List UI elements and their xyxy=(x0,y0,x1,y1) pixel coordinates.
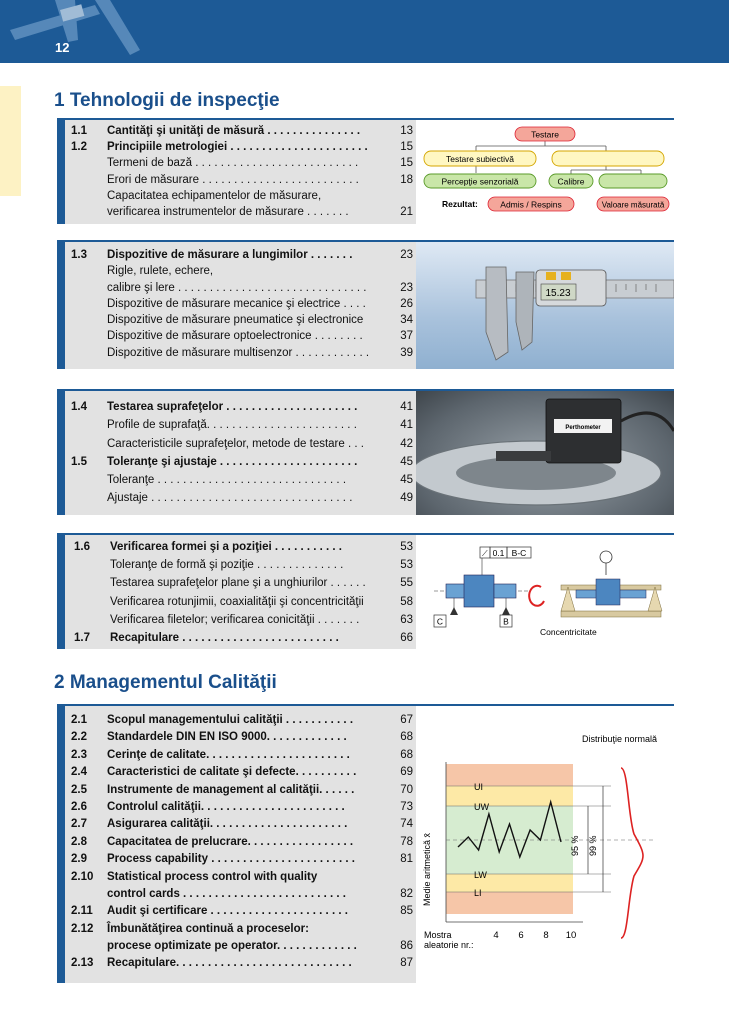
y-axis-label: Medie aritmetică x̄ xyxy=(422,832,432,906)
toc-entry-number: 2.8 xyxy=(71,835,87,848)
toc-entry-number: 2.4 xyxy=(71,766,87,779)
panel-accent xyxy=(57,706,65,983)
toc-entry-title: Recapitulare . . . . . . . . . . . . . . . . . . . . . . . . . xyxy=(110,631,339,644)
toc-entry[interactable] xyxy=(71,204,413,220)
x-tick-label: 8 xyxy=(543,930,549,941)
datum-c: C xyxy=(436,616,444,627)
device-label: Perthometer xyxy=(565,425,601,431)
tolerance-diagram xyxy=(416,535,674,649)
toc-entry-title: Îmbunătăţirea continuă a proceselor: xyxy=(107,922,309,935)
toc-entry[interactable] xyxy=(71,490,413,508)
toc-entry[interactable] xyxy=(74,594,413,612)
toc-entry-title: Instrumente de management al calităţii. . . . . . xyxy=(107,783,355,796)
toc-entry[interactable] xyxy=(71,782,413,799)
toc-entry[interactable] xyxy=(71,296,413,312)
toc-panel-5 xyxy=(57,704,674,983)
toc-entry-title: Dispozitive de măsurare multisenzor . . . . . . . . . . . . xyxy=(107,346,370,359)
toc-entry-title: Testarea suprafeţelor plane şi a unghiurilor . . . . . . xyxy=(110,577,366,590)
toc-entry-page: 55 xyxy=(400,577,413,590)
toc-entry-page: 41 xyxy=(400,401,413,413)
toc-entry-title: Standardele DIN EN ISO 9000. . . . . . . . . . . . . xyxy=(107,731,347,744)
toc-entry[interactable] xyxy=(71,747,413,764)
toc-entry-title: Dispozitive de măsurare pneumatice şi electronice xyxy=(107,314,364,327)
toc-entry-title: Dispozitive de măsurare mecanice şi electrice . . . . xyxy=(107,297,366,310)
toc-entry-page: 23 xyxy=(400,249,413,261)
panel-accent xyxy=(57,391,65,515)
toc-entry-number: 1.2 xyxy=(71,141,87,154)
diagram-mid2-label: Calibre xyxy=(557,176,585,187)
diagram-left-label: Testare subiectivă xyxy=(445,154,515,164)
toc-entry[interactable] xyxy=(74,575,413,593)
toc-list-1 xyxy=(71,123,413,220)
toc-entry-number: 2.7 xyxy=(71,818,87,831)
toc-entry-page: 68 xyxy=(400,731,413,744)
page-number: 12 xyxy=(55,40,70,55)
toc-entry-page: 86 xyxy=(400,940,413,953)
toc-entry-page: 68 xyxy=(400,748,413,761)
toc-entry-number: 2.13 xyxy=(71,957,94,970)
toc-entry-title: Process capability . . . . . . . . . . . . . . . . . . . . . . . xyxy=(107,853,355,866)
toc-entry-page: 53 xyxy=(400,541,413,553)
label-95: 95 % xyxy=(570,835,580,856)
x-label-2: aleatorie nr.: xyxy=(424,940,474,950)
normal-distribution-curve xyxy=(621,768,643,938)
toc-entry-page: 21 xyxy=(400,205,413,218)
toc-entry[interactable] xyxy=(71,247,413,263)
toc-panel-4 xyxy=(57,533,674,649)
toc-entry-title: Cantităţi şi unităţi de măsură . . . . . . . . . . . . . . . xyxy=(107,125,361,137)
toc-entry-number: 2.11 xyxy=(71,905,93,918)
chapter-1-title: 1 Tehnologii de inspecţie xyxy=(54,90,280,111)
toc-entry[interactable] xyxy=(71,399,413,417)
toc-entry-page: 66 xyxy=(400,631,413,644)
toc-entry[interactable] xyxy=(71,454,413,472)
toc-entry-page: 18 xyxy=(400,173,413,186)
toc-entry-number: 1.6 xyxy=(74,541,90,553)
toc-entry-number: 2.5 xyxy=(71,783,87,796)
toc-entry[interactable] xyxy=(71,903,413,920)
control-chart xyxy=(416,706,674,983)
toc-entry-page: 34 xyxy=(400,314,413,327)
toc-entry-title: Ajustaje . . . . . . . . . . . . . . . . . . . . . . . . . . . . . . . . xyxy=(107,492,353,505)
distribution-label: Distribuţie normală xyxy=(582,734,658,744)
toc-entry[interactable] xyxy=(74,557,413,575)
toc-entry-number: 2.12 xyxy=(71,922,94,935)
svg-text:⟋: ⟋ xyxy=(482,549,488,558)
toc-entry-page: 63 xyxy=(400,613,413,626)
toc-entry-title: Asigurarea calităţii. . . . . . . . . . . . . . . . . . . . . . xyxy=(107,818,348,831)
toc-entry[interactable] xyxy=(71,155,413,171)
toc-entry-title: Verificarea rotunjimii, coaxialităţii şi concentricităţii xyxy=(110,595,364,608)
toc-entry-page: 26 xyxy=(400,297,413,310)
toc-entry-page: 23 xyxy=(400,281,413,294)
toc-entry[interactable] xyxy=(71,188,413,204)
toc-entry-page: 45 xyxy=(400,474,413,487)
toc-entry-page: 15 xyxy=(400,141,413,154)
toc-entry-page: 82 xyxy=(400,887,413,900)
toc-entry-title: Controlul calităţii. . . . . . . . . . . . . . . . . . . . . . . xyxy=(107,800,345,813)
panel-accent xyxy=(57,242,65,369)
side-tab xyxy=(0,86,21,196)
toc-entry-title: Principiile metrologiei . . . . . . . . . . . . . . . . . . . . . . xyxy=(107,141,368,154)
zone-lower-red xyxy=(446,892,573,914)
toc-entry-number: 2.3 xyxy=(71,748,87,761)
toc-entry[interactable] xyxy=(71,139,413,155)
x-tick-label: 6 xyxy=(518,930,524,941)
chapter-2-title: 2 Managementul Calităţii xyxy=(54,672,277,693)
toc-entry-title: Dispozitive de măsurare optoelectronice . . . . . . . . xyxy=(107,330,363,343)
toc-entry-page: 67 xyxy=(400,714,413,726)
toc-entry[interactable] xyxy=(74,630,413,648)
diagram-left2-label: Percepţie senzorială xyxy=(441,176,519,187)
toc-entry[interactable] xyxy=(71,263,413,279)
toc-entry-page: 69 xyxy=(400,766,413,779)
tol-value: 0.1 xyxy=(492,548,505,558)
toc-entry-page: 87 xyxy=(400,957,413,970)
toc-entry-page: 39 xyxy=(400,346,413,359)
toc-entry[interactable] xyxy=(71,345,413,361)
diagram-result1: Admis / Respins xyxy=(500,199,562,210)
toc-entry-title: Rigle, rulete, echere, xyxy=(107,265,214,278)
toc-entry-title: Dispozitive de măsurare a lungimilor . . . . . . . xyxy=(107,249,353,261)
toc-entry[interactable] xyxy=(71,280,413,296)
toc-entry-title: Statistical process control with quality xyxy=(107,870,318,883)
toc-entry-title: Caracteristici de calitate şi defecte. . . . . . . . . . xyxy=(107,766,357,779)
toc-list-5 xyxy=(71,712,413,973)
limit-label-li: LI xyxy=(474,888,482,898)
toc-entry-title: calibre şi lere . . . . . . . . . . . . . . . . . . . . . . . . . . . . . . xyxy=(107,281,367,294)
toc-entry-title: Capacitatea echipamentelor de măsurare, xyxy=(107,189,322,202)
toc-entry[interactable] xyxy=(71,123,413,139)
toc-entry[interactable] xyxy=(74,612,413,630)
toc-entry-title: Termeni de bază . . . . . . . . . . . . . . . . . . . . . . . . . . xyxy=(107,157,359,170)
x-tick-label: 10 xyxy=(565,930,577,941)
toc-entry-title: Verificarea filetelor; verificarea conicităţii . . . . . . . xyxy=(110,613,360,626)
toc-entry[interactable] xyxy=(71,834,413,851)
toc-entry-number: 1.7 xyxy=(74,631,90,644)
toc-entry[interactable] xyxy=(74,539,413,557)
toc-entry-title: control cards . . . . . . . . . . . . . . . . . . . . . . . . . . xyxy=(107,887,346,900)
caliper-photo xyxy=(416,242,674,369)
toc-entry-page: 49 xyxy=(400,492,413,505)
toc-entry-title: Audit şi certificare . . . . . . . . . . . . . . . . . . . . . . xyxy=(107,905,348,918)
toc-entry-number: 2.2 xyxy=(71,731,87,744)
toc-panel-3 xyxy=(57,389,674,515)
concentric-label: Concentricitate xyxy=(540,627,597,637)
toc-entry-title: Recapitulare. . . . . . . . . . . . . . . . . . . . . . . . . . . . xyxy=(107,957,352,970)
toc-entry-page: 81 xyxy=(400,853,413,866)
caliper-display: 15.23 xyxy=(545,288,571,299)
toc-entry[interactable] xyxy=(71,417,413,435)
zone-upper-yellow xyxy=(446,786,573,806)
toc-panel-2 xyxy=(57,240,674,369)
toc-entry-number: 1.4 xyxy=(71,401,87,413)
toc-entry[interactable] xyxy=(71,799,413,816)
toc-panel-1 xyxy=(57,118,674,224)
toc-entry-title: Testarea suprafeţelor . . . . . . . . . . . . . . . . . . . . . xyxy=(107,401,358,413)
page-header xyxy=(0,0,729,63)
toc-entry-title: Verificarea formei şi a poziţiei . . . . . . . . . . . xyxy=(110,541,342,553)
toc-entry-page: 41 xyxy=(400,419,413,432)
toc-entry-number: 2.1 xyxy=(71,714,87,726)
toc-entry-number: 2.10 xyxy=(71,870,94,883)
toc-entry-page: 53 xyxy=(400,559,413,572)
toc-entry[interactable] xyxy=(71,764,413,781)
toc-entry-page: 73 xyxy=(400,800,413,813)
toc-entry-number: 1.1 xyxy=(71,125,87,137)
toc-entry-page: 58 xyxy=(400,595,413,608)
caliper-header-icon xyxy=(0,0,150,63)
toc-entry-title: Profile de suprafaţă. . . . . . . . . . . . . . . . . . . . . . . . xyxy=(107,419,357,432)
toc-entry-page: 13 xyxy=(400,125,413,137)
toc-entry-title: Scopul managementului calităţii . . . . . . . . . . . xyxy=(107,714,354,726)
toc-list-4 xyxy=(74,539,413,648)
tol-datum: B-C xyxy=(511,548,527,558)
toc-entry-number: 1.3 xyxy=(71,249,87,261)
toc-entry-number: 2.9 xyxy=(71,853,87,866)
toc-entry-title: Cerinţe de calitate. . . . . . . . . . . . . . . . . . . . . . . xyxy=(107,748,350,761)
toc-entry[interactable] xyxy=(71,472,413,490)
toc-entry-page: 15 xyxy=(400,157,413,170)
panel-accent xyxy=(57,535,65,649)
toc-entry-title: Toleranţe de formă şi poziţie . . . . . . . . . . . . . . xyxy=(110,559,344,572)
toc-entry-title: Erori de măsurare . . . . . . . . . . . . . . . . . . . . . . . . . xyxy=(107,173,359,186)
toc-entry-number: 2.6 xyxy=(71,800,87,813)
toc-entry-title: Capacitatea de prelucrare. . . . . . . . . . . . . . . . . xyxy=(107,835,354,848)
toc-entry-title: Toleranţe şi ajustaje . . . . . . . . . . . . . . . . . . . . . . xyxy=(107,455,358,468)
toc-entry[interactable] xyxy=(71,436,413,454)
toc-entry-page: 42 xyxy=(400,437,413,450)
toc-entry[interactable] xyxy=(71,955,413,972)
toc-entry[interactable] xyxy=(71,851,413,868)
diagram-result2: Valoare măsurată xyxy=(601,200,665,210)
datum-b: B xyxy=(503,616,509,627)
toc-entry[interactable] xyxy=(71,172,413,188)
label-99: 99 % xyxy=(588,835,598,856)
toc-entry-title: procese optimizate pe operator. . . . . . . . . . . . . xyxy=(107,940,357,953)
toc-entry[interactable] xyxy=(71,938,413,955)
toc-entry-page: 85 xyxy=(400,905,413,918)
toc-entry[interactable] xyxy=(71,921,413,938)
limit-label-uw: UW xyxy=(474,802,489,812)
toc-entry-title: verificarea instrumentelor de măsurare . . . . . . . xyxy=(107,205,349,218)
toc-entry[interactable] xyxy=(71,886,413,903)
zone-upper-red xyxy=(446,764,573,786)
toc-entry[interactable] xyxy=(71,712,413,729)
toc-entry[interactable] xyxy=(71,328,413,344)
x-tick-label: 4 xyxy=(493,930,499,941)
toc-entry-page: 74 xyxy=(400,818,413,831)
toc-entry-page: 45 xyxy=(400,455,413,468)
panel-accent xyxy=(57,120,65,224)
toc-entry-title: Toleranţe . . . . . . . . . . . . . . . . . . . . . . . . . . . . . . xyxy=(107,474,347,487)
limit-label-lw: LW xyxy=(474,870,487,880)
toc-entry[interactable] xyxy=(71,869,413,886)
diagram-result-label: Rezultat: xyxy=(442,199,478,209)
toc-entry-title: Caracteristicile suprafeţelor, metode de testare . . . xyxy=(107,437,364,450)
toc-entry[interactable] xyxy=(71,729,413,746)
toc-entry[interactable] xyxy=(71,312,413,328)
testing-diagram xyxy=(416,120,674,224)
toc-entry-number: 1.5 xyxy=(71,455,87,468)
x-label-1: Mostra xyxy=(424,930,452,940)
toc-entry[interactable] xyxy=(71,816,413,833)
zone-lower-yellow xyxy=(446,874,573,892)
diagram-top-label: Testare xyxy=(531,129,559,140)
toc-entry-page: 37 xyxy=(400,330,413,343)
limit-label-ui: UI xyxy=(474,782,483,792)
perthometer-photo xyxy=(416,391,674,515)
toc-entry-page: 78 xyxy=(400,835,413,848)
toc-list-2 xyxy=(71,247,413,361)
toc-list-3 xyxy=(71,399,413,509)
toc-entry-page: 70 xyxy=(400,783,413,796)
